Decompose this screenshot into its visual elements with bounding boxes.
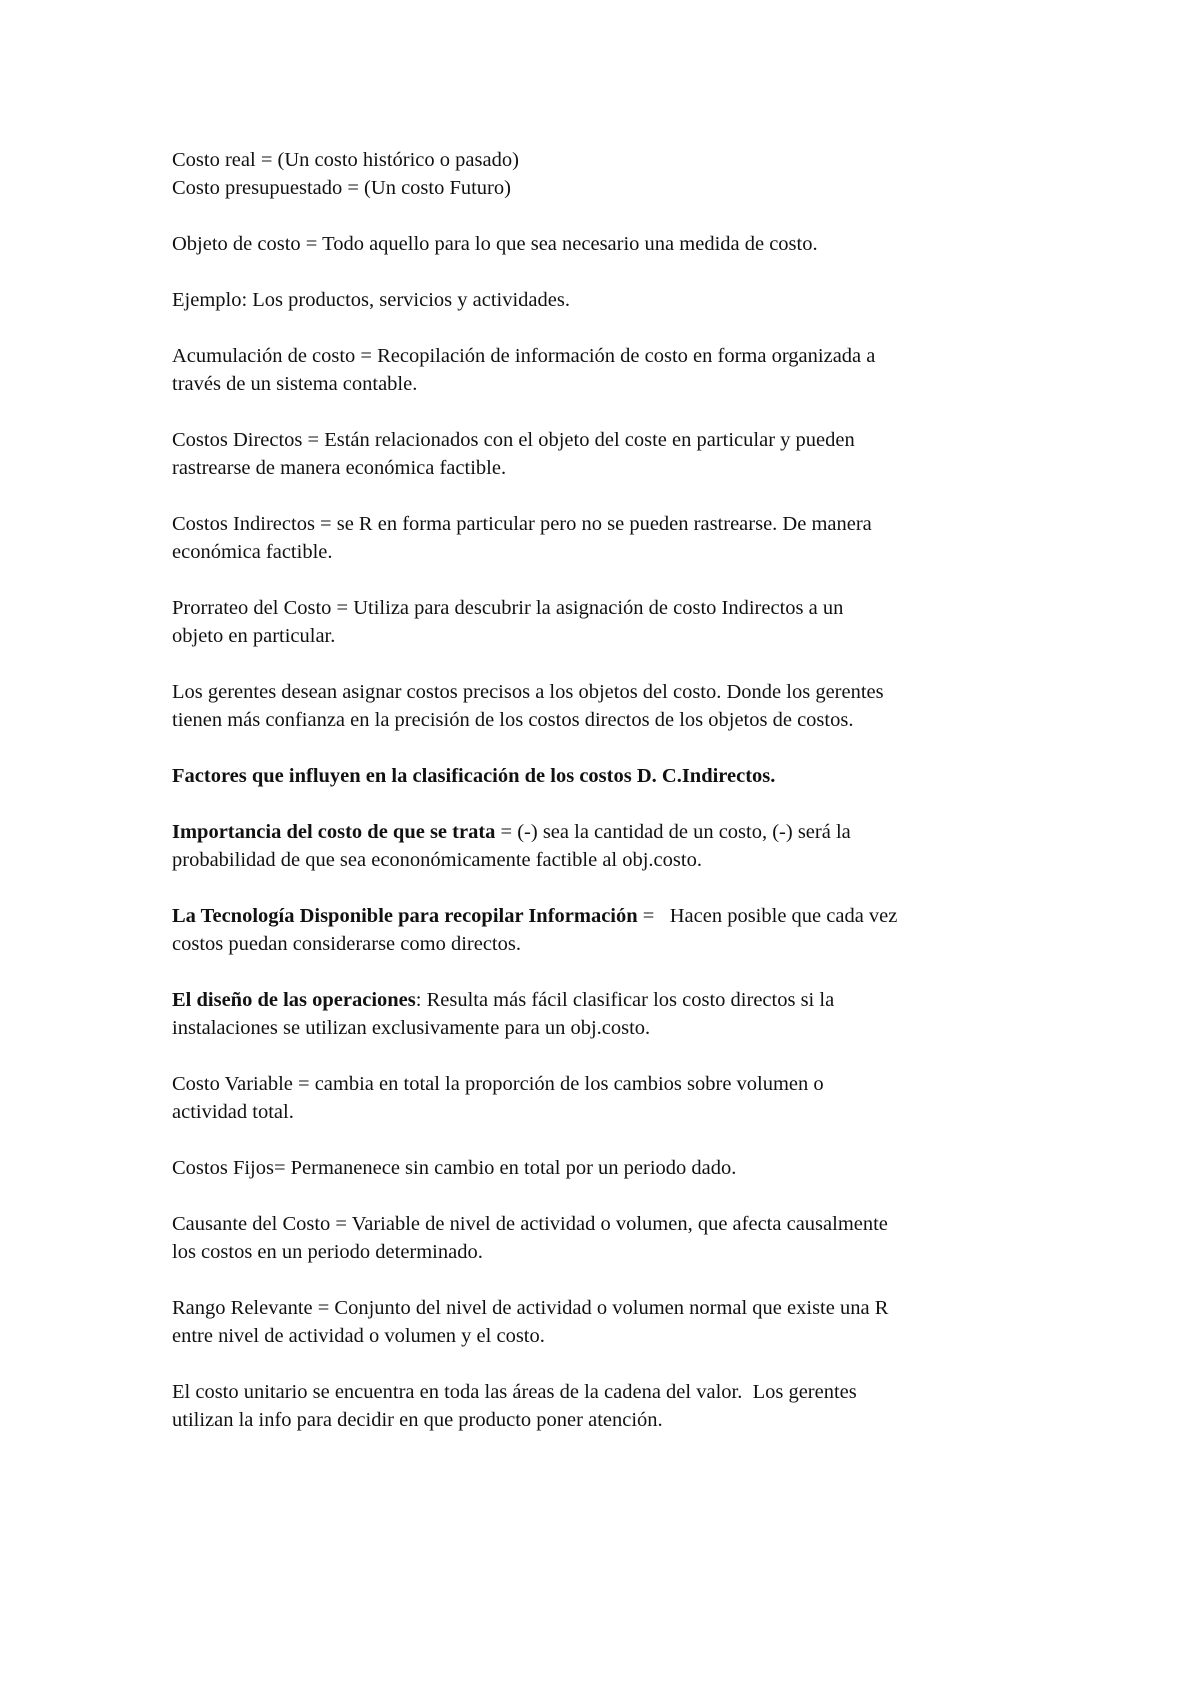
paragraph-acumulacion xyxy=(172,342,1052,398)
paragraph-gerentes xyxy=(172,678,1052,734)
text-line-rango-1: Rango Relevante = Conjunto del nivel de actividad o volumen normal que existe una R xyxy=(172,1297,889,1319)
paragraph-causante xyxy=(172,1210,1052,1266)
text-line-indirectos-2: económica factible. xyxy=(172,541,333,563)
text-line-rango-2: entre nivel de actividad o volumen y el costo. xyxy=(172,1325,545,1347)
term-importancia: Importancia del costo de que se trata xyxy=(172,821,496,843)
text-line-costo-presupuestado: Costo presupuestado = (Un costo Futuro) xyxy=(172,177,511,199)
term-diseno: El diseño de las operaciones xyxy=(172,989,416,1011)
text-line-tecnologia-1 xyxy=(172,902,1052,930)
document-body xyxy=(172,146,1052,1434)
text-line-indirectos-1: Costos Indirectos = se R en forma particular pero no se pueden rastrearse. De manera xyxy=(172,513,872,535)
text-line-causante-1: Causante del Costo = Variable de nivel de actividad o volumen, que afecta causalmente xyxy=(172,1213,888,1235)
paragraph-costos-fijos xyxy=(172,1154,1052,1182)
text-line-variable-1: Costo Variable = cambia en total la proporción de los cambios sobre volumen o xyxy=(172,1073,824,1095)
text-line-diseno-1 xyxy=(172,986,1052,1014)
text-line-fijos: Costos Fijos= Permanenece sin cambio en total por un periodo dado. xyxy=(172,1157,737,1179)
definition-importancia: = (-) sea la cantidad de un costo, (-) será la xyxy=(495,821,851,843)
section-heading-factores: Factores que influyen en la clasificación de los costos D. C.Indirectos. xyxy=(172,765,776,787)
text-line-prorrateo-1: Prorrateo del Costo = Utiliza para descubrir la asignación de costo Indirectos a un xyxy=(172,597,844,619)
paragraph-prorrateo xyxy=(172,594,1052,650)
paragraph-diseno xyxy=(172,986,1052,1042)
text-line-unitario-2: utilizan la info para decidir en que producto poner atención. xyxy=(172,1409,663,1431)
paragraph-costos-indirectos xyxy=(172,510,1052,566)
paragraph-costo-real-presupuestado xyxy=(172,146,1052,202)
text-line-causante-2: los costos en un periodo determinado. xyxy=(172,1241,483,1263)
text-line-prorrateo-2: objeto en particular. xyxy=(172,625,336,647)
text-line-importancia-1 xyxy=(172,818,1052,846)
definition-tecnologia: = Hacen posible que cada vez xyxy=(637,905,898,927)
paragraph-ejemplo xyxy=(172,286,1052,314)
text-line-ejemplo: Ejemplo: Los productos, servicios y actividades. xyxy=(172,289,570,311)
text-line-gerentes-1: Los gerentes desean asignar costos precisos a los objetos del costo. Donde los gerentes xyxy=(172,681,884,703)
text-line-acumulacion-2: través de un sistema contable. xyxy=(172,373,418,395)
text-line-costo-real: Costo real = (Un costo histórico o pasado) xyxy=(172,149,519,171)
text-line-objeto: Objeto de costo = Todo aquello para lo que sea necesario una medida de costo. xyxy=(172,233,818,255)
text-line-tecnologia-2: costos puedan considerarse como directos. xyxy=(172,933,521,955)
text-line-importancia-2: probabilidad de que sea econonómicamente factible al obj.costo. xyxy=(172,849,702,871)
text-line-directos-2: rastrearse de manera económica factible. xyxy=(172,457,507,479)
paragraph-costo-unitario xyxy=(172,1378,1052,1434)
paragraph-objeto-de-costo xyxy=(172,230,1052,258)
text-line-acumulacion-1: Acumulación de costo = Recopilación de información de costo en forma organizada a xyxy=(172,345,876,367)
paragraph-tecnologia xyxy=(172,902,1052,958)
paragraph-costo-variable xyxy=(172,1070,1052,1126)
text-line-variable-2: actividad total. xyxy=(172,1101,294,1123)
text-line-gerentes-2: tienen más confianza en la precisión de los costos directos de los objetos de costos. xyxy=(172,709,854,731)
text-line-diseno-2: instalaciones se utilizan exclusivamente para un obj.costo. xyxy=(172,1017,651,1039)
paragraph-costos-directos xyxy=(172,426,1052,482)
paragraph-importancia xyxy=(172,818,1052,874)
term-tecnologia: La Tecnología Disponible para recopilar Información xyxy=(172,905,638,927)
text-line-directos-1: Costos Directos = Están relacionados con el objeto del coste en particular y pueden xyxy=(172,429,855,451)
paragraph-rango-relevante xyxy=(172,1294,1052,1350)
text-line-unitario-1: El costo unitario se encuentra en toda las áreas de la cadena del valor. Los gerentes xyxy=(172,1381,857,1403)
definition-diseno: : Resulta más fácil clasificar los costo directos si la xyxy=(415,989,835,1011)
